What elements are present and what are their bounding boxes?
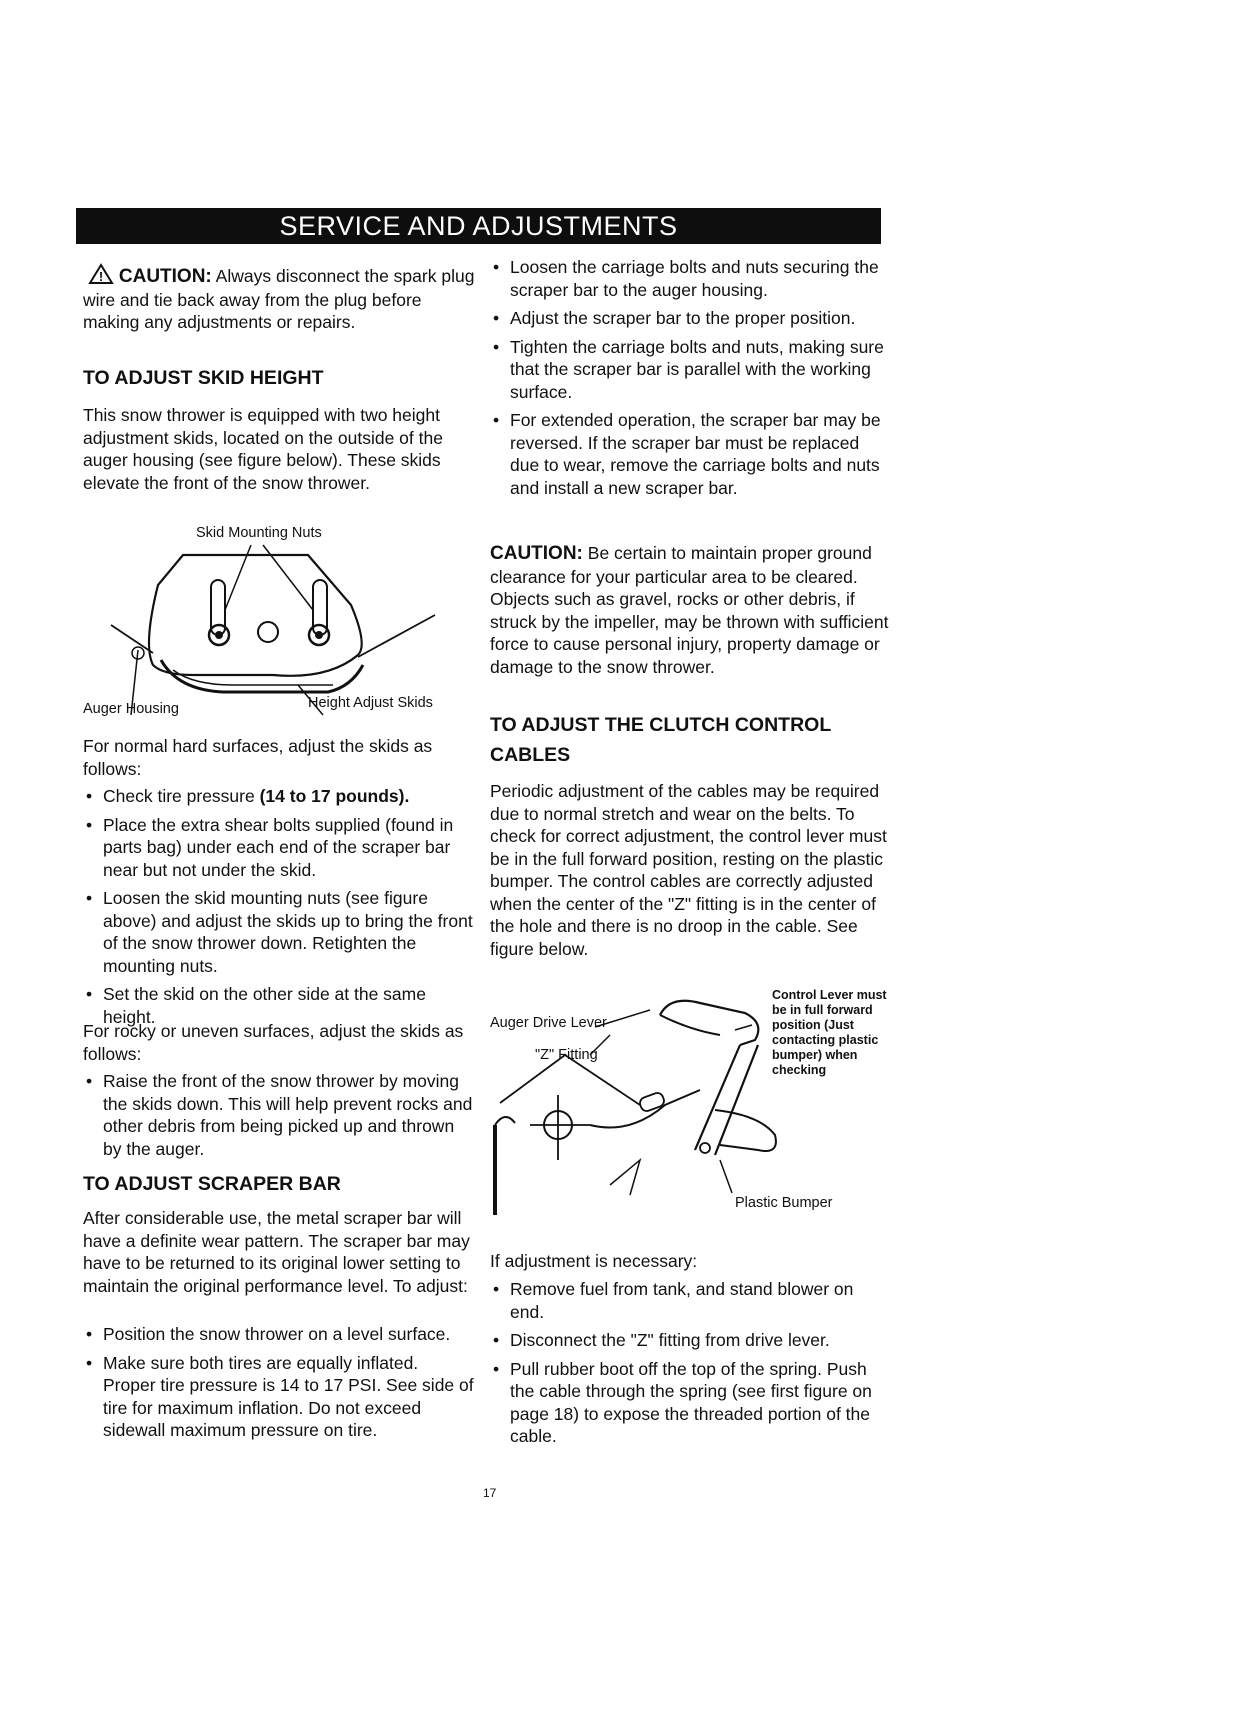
- skid-figure: [83, 525, 483, 720]
- scraper-list: [83, 1323, 475, 1442]
- list-item: • Remove fuel from tank, and stand blower on end.: [490, 1278, 890, 1323]
- skid-mounting-nuts-label: Skid Mounting Nuts: [196, 525, 322, 541]
- svg-text:!: !: [98, 269, 104, 284]
- list-item: • Raise the front of the snow thrower by moving the skids down. This will help prevent rocks and other debris from being picked up and thrown by the auger.: [83, 1070, 475, 1160]
- list-item: • Place the extra shear bolts supplied (found in parts bag) under each end of the scraper bar near but not under the skid.: [83, 814, 475, 882]
- list-item: • Check tire pressure (14 to 17 pounds).: [83, 785, 475, 808]
- list-item: • Disconnect the "Z" fitting from drive lever.: [490, 1329, 890, 1352]
- caution-text-2: Be certain to maintain proper ground clearance for your particular area to be cleared. Objects such as gravel, rocks or other debris, if struck by the impeller, may be thrown with sufficient force to cause personal injury, property damage or damage to the snow thrower.: [490, 543, 889, 677]
- caution-label-2: CAUTION:: [490, 543, 583, 564]
- rocky-surfaces-list: [83, 1070, 475, 1160]
- skid-intro-paragraph: This snow thrower is equipped with two height adjustment skids, located on the outside of the auger housing (see figure below). These skids elevate the front of the snow thrower.: [83, 405, 443, 493]
- z-fitting-label: "Z" Fitting: [535, 1047, 598, 1063]
- auger-housing-label: Auger Housing: [83, 701, 179, 717]
- list-item: • Make sure both tires are equally inflated. Proper tire pressure is 14 to 17 PSI. See side of tire for maximum inflation. Do not exceed sidewall maximum pressure on tire.: [83, 1352, 475, 1442]
- control-lever-figure: [490, 985, 890, 1225]
- page-number: 17: [483, 1486, 497, 1500]
- section-banner: SERVICE AND ADJUSTMENTS: [76, 208, 881, 244]
- caution-paragraph: [83, 264, 475, 334]
- skid-illustration: [83, 525, 483, 715]
- list-item: • Adjust the scraper bar to the proper position.: [490, 307, 890, 330]
- caution-paragraph-2: [490, 542, 890, 678]
- list-item: • Tighten the carriage bolts and nuts, making sure that the scraper bar is parallel with the working surface.: [490, 336, 890, 404]
- control-lever-note: Control Lever must be in full forward position (Just contacting plastic bumper) when checking: [772, 988, 887, 1077]
- clutch-cables-heading: TO ADJUST THE CLUTCH CONTROL CABLES: [490, 714, 831, 766]
- hard-surfaces-list: [83, 785, 475, 1028]
- warning-triangle-icon: [88, 264, 114, 284]
- caution-text: Always disconnect the spark plug wire and tie back away from the plug before making any adjustments or repairs.: [83, 266, 475, 332]
- list-item: • Position the snow thrower on a level surface.: [83, 1323, 475, 1346]
- auger-drive-lever-label: Auger Drive Lever: [490, 1015, 607, 1031]
- scraper-intro-paragraph: After considerable use, the metal scraper bar will have a definite wear pattern. The scraper bar may have to be returned to its original lower setting to maintain the original performance level. To adjust:: [83, 1208, 470, 1296]
- list-item: • Set the skid on the other side at the same height.: [83, 983, 475, 1028]
- caution-label: CAUTION:: [118, 266, 212, 287]
- scraper-list-continued: [490, 256, 890, 499]
- if-adjustment-text: If adjustment is necessary:: [490, 1251, 698, 1271]
- scraper-bar-heading: TO ADJUST SCRAPER BAR: [83, 1173, 341, 1195]
- list-item: • Pull rubber boot off the top of the spring. Push the cable through the spring (see first figure on page 18) to expose the threaded portion of the cable.: [490, 1358, 890, 1448]
- height-adjust-skids-label: Height Adjust Skids: [308, 695, 433, 711]
- caution-block: [83, 264, 475, 334]
- list-item: • Loosen the carriage bolts and nuts securing the scraper bar to the auger housing.: [490, 256, 890, 301]
- clutch-intro-paragraph: Periodic adjustment of the cables may be required due to normal stretch and wear on the belts. To check for correct adjustment, the control lever must be in the full forward position, resting on the plastic bumper. The control cables are correctly adjusted when the center of the "Z" fitting is in the center of the hole and there is no droop in the cable. See figure below.: [490, 781, 887, 959]
- list-item: • For extended operation, the scraper bar may be reversed. If the scraper bar must be replaced due to wear, remove the carriage bolts and nuts and install a new scraper bar.: [490, 409, 890, 499]
- list-item: • Loosen the skid mounting nuts (see figure above) and adjust the skids up to bring the front of the snow thrower down. Retighten the mounting nuts.: [83, 887, 475, 977]
- plastic-bumper-label: Plastic Bumper: [735, 1195, 833, 1211]
- hard-surfaces-intro: For normal hard surfaces, adjust the skids as follows:: [83, 736, 433, 779]
- adjustment-steps-list: [490, 1278, 890, 1448]
- rocky-surfaces-intro: For rocky or uneven surfaces, adjust the skids as follows:: [83, 1021, 464, 1064]
- skid-height-heading: TO ADJUST SKID HEIGHT: [83, 367, 324, 389]
